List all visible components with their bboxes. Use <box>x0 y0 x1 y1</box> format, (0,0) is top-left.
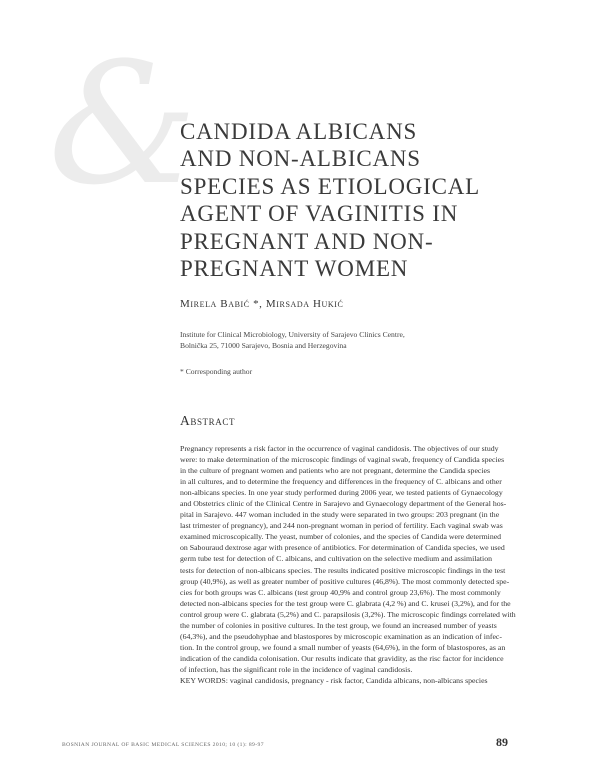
keywords: KEY WORDS: vaginal candidosis, pregnancy - risk factor, Candida albicans, non-albicans species <box>180 676 488 685</box>
affiliation-line: Institute for Clinical Microbiology, University of Sarajevo Clinics Centre, <box>180 330 405 339</box>
title-line: PREGNANT WOMEN <box>180 256 409 282</box>
abstract-line: in all cultures, and to determine the frequency and differences in the frequency of C. albicans and other <box>180 477 502 487</box>
corresponding-author-note: * Corresponding author <box>180 367 253 376</box>
title-line: SPECIES AS ETIOLOGICAL <box>180 173 481 199</box>
affiliation-line: Bolnička 25, 71000 Sarajevo, Bosnia and Herzegovina <box>180 341 347 350</box>
abstract-line: were: to make determination of the microscopic findings of vaginal swab, frequency of Candida species <box>180 455 505 465</box>
abstract-line: examined microscopically. The yeast, number of colonies, and the species of Candida were determined <box>180 532 502 542</box>
abstract-line: tion. In the control group, we found a small number of yeasts (64,6%), in the form of blastospores, as an <box>180 642 506 652</box>
author-list: Mirela Babić *, Mirsada Hukić <box>180 298 344 310</box>
journal-footer: BOSNIAN JOURNAL OF BASIC MEDICAL SCIENCES 2010; 10 (1): 89-97 <box>62 742 264 748</box>
abstract-line: indication of the candida colonisation. Our results indicate that gravidity, as the risc factor for incidence <box>180 653 504 663</box>
article-title <box>180 118 560 282</box>
abstract-line: the number of colonies in positive cultures. In the test group, we found an increased number of yeasts <box>180 620 497 630</box>
abstract-line: (64,3%), and the pseudohyphae and blastospores by microscopic examination as an indication of infec- <box>180 631 502 641</box>
abstract-line: last trimester of pregnancy), and 244 non-pregnant woman in period of fertility. Each vaginal swab was <box>180 521 503 531</box>
abstract-line: germ tube test for detection of C. albicans, and cultivation on the selective medium and assimilation <box>180 554 493 564</box>
abstract-line: of infection, has the significant role in the incidence of vaginal candidosis. <box>180 664 413 674</box>
abstract-line: non-albicans species. In one year study performed during 2006 year, we tested patients of Gynaecology <box>180 488 503 498</box>
title-line: AND NON-ALBICANS <box>180 146 421 172</box>
abstract-line: and Obstetrics clinic of the Clinical Centre in Sarajevo and Gynaecology department of the General hos- <box>180 499 507 509</box>
page-number: 89 <box>496 735 508 749</box>
abstract-line: group (40,9%), as well as greater number of positive cultures (46,8%). The most commonly detected spe- <box>180 576 510 586</box>
abstract-line: on Sabouraud dextrose agar with presence of antibiotics. For determination of Candida species, we used <box>180 543 505 553</box>
abstract-line: control group were C. glabrata (5,2%) and C. parapsilosis (3,2%). The microscopic findings correlated with <box>180 609 516 619</box>
abstract-line: detected non-albicans species for the test group were C. glabrata (4,2 %) and C. krusei (3,2%), and for the <box>180 598 511 608</box>
abstract-line: pital in Sarajevo. 447 woman included in the study were separated in two groups: 203 pregnant (in the <box>180 510 500 520</box>
abstract-line: Pregnancy represents a risk factor in the occurrence of vaginal candidosis. The objectives of our study <box>180 444 499 453</box>
abstract-heading: Abstract <box>180 413 236 428</box>
title-line: CANDIDA ALBICANS <box>180 119 418 144</box>
abstract-line: in the culture of pregnant women and patients who are not pregnant, determine the Candida species <box>180 466 491 476</box>
affiliation <box>180 329 540 351</box>
title-line: PREGNANT AND NON- <box>180 228 434 254</box>
abstract-line: tests for detection of non-albicans species. The results indicated positive microscopic findings in the test <box>180 565 506 575</box>
title-line: AGENT OF VAGINITIS IN <box>180 201 459 227</box>
decorative-ampersand: & <box>48 26 198 222</box>
abstract-line: cies for both groups was C. albicans (test group 40,9% and control group 23,6%). The most commonly <box>180 587 501 597</box>
abstract-text <box>180 443 520 675</box>
